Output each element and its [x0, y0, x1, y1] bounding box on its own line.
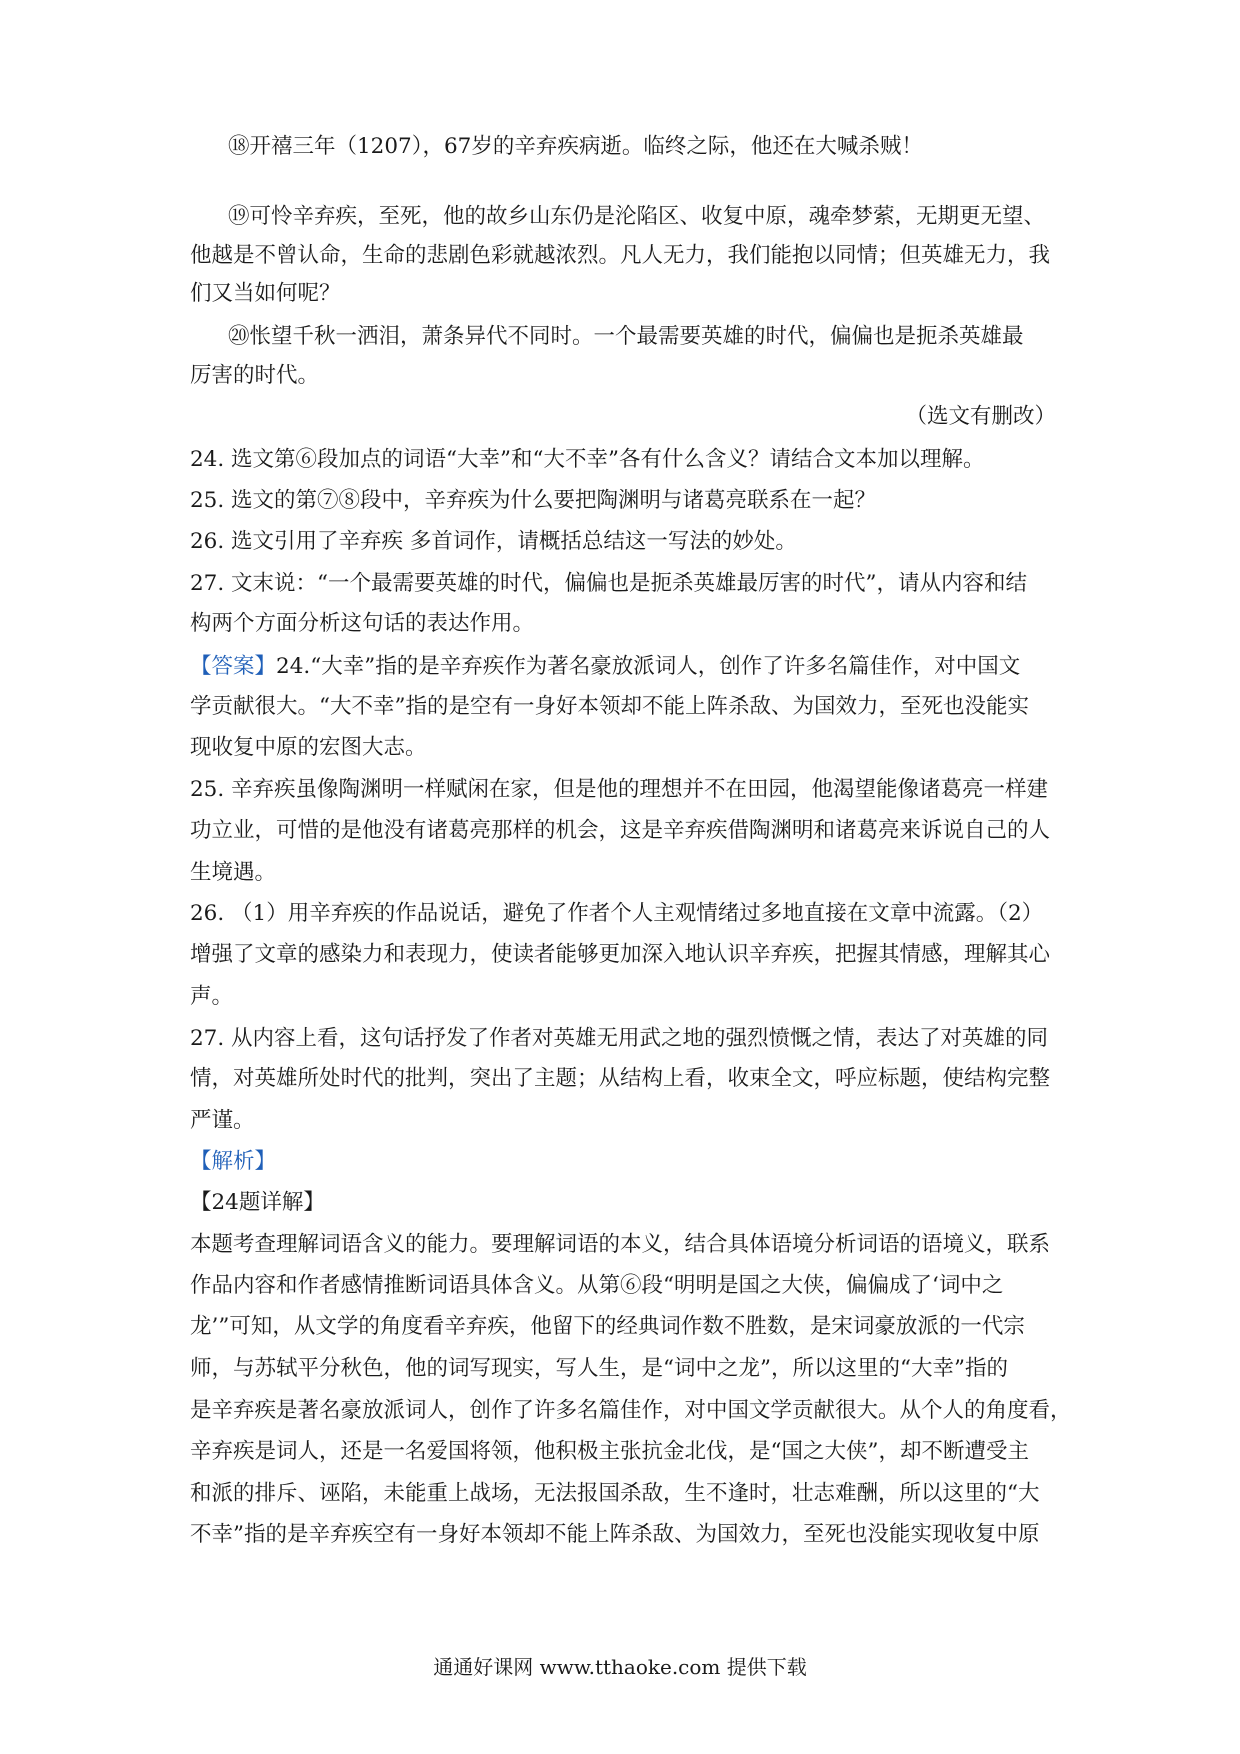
question-line: 25. 选文的第⑦⑧段中，辛弃疾为什么要把陶渊明与诸葛亮联系在一起？: [190, 488, 877, 513]
passage-line: ⑲可怜辛弃疾，至死，他的故乡山东仍是沦陷区、收复中原，魂牵梦萦，无期更无望、: [228, 204, 1046, 229]
passage-line: 厉害的时代。: [190, 363, 320, 388]
answer-line: 生境遇。: [190, 860, 277, 885]
answer-line: 情，对英雄所处时代的批判，突出了主题；从结构上看，收束全文，呼应标题，使结构完整: [190, 1066, 1051, 1091]
page-footer: 通通好课网 www.tthaoke.com 提供下载: [433, 1655, 807, 1679]
answer-line: 功立业，可惜的是他没有诸葛亮那样的机会，这是辛弃疾借陶渊明和诸葛亮来诉说自己的人: [190, 818, 1051, 843]
source-note: （选文有删改）: [905, 404, 1056, 429]
detail-line: 和派的排斥、诬陷，未能重上战场，无法报国杀敌，生不逢时，壮志难酬，所以这里的“大: [190, 1481, 1040, 1506]
passage-line: 们又当如何呢？: [190, 281, 341, 306]
answer-line: 严谨。: [190, 1108, 255, 1133]
question-line: 26. 选文引用了辛弃疾 多首词作，请概括总结这一写法的妙处。: [190, 529, 797, 554]
answer-line: 增强了文章的感染力和表现力，使读者能够更加深入地认识辛弃疾，把握其情感，理解其心: [190, 942, 1051, 967]
answer-line: 声。: [190, 984, 234, 1009]
question-line: 24. 选文第⑥段加点的词语“大幸”和“大不幸”各有什么含义？请结合文本加以理解。: [190, 447, 985, 472]
detail-line: 本题考查理解词语含义的能力。要理解词语的本义，结合具体语境分析词语的语境义，联系: [190, 1232, 1051, 1257]
detail-line: 龙’”可知，从文学的角度看辛弃疾，他留下的经典词作数不胜数，是宋词豪放派的一代宗: [190, 1314, 1025, 1339]
question-line: 构两个方面分析这句话的表达作用。: [190, 611, 535, 636]
passage-line: 他越是不曾认命，生命的悲剧色彩就越浓烈。凡人无力，我们能抱以同情；但英雄无力，我: [190, 243, 1051, 268]
answer-line: [190, 652, 1060, 682]
detail-heading: 【24题详解】: [190, 1190, 325, 1215]
answer-line: 27. 从内容上看，这句话抒发了作者对英雄无用武之地的强烈愤慨之情，表达了对英雄的同: [190, 1026, 1049, 1051]
answer-line: 学贡献很大。“大不幸”指的是空有一身好本领却不能上阵杀敌、为国效力，至死也没能实: [190, 694, 1029, 719]
passage-line: ⑳怅望千秋一洒泪，萧条异代不同时。一个最需要英雄的时代，偏偏也是扼杀英雄最: [228, 324, 1024, 349]
detail-line: 作品内容和作者感情推断词语具体含义。从第⑥段“明明是国之大侠，偏偏成了‘词中之: [190, 1273, 1004, 1298]
passage-line: ⑱开禧三年（1207），67岁的辛弃疾病逝。临终之际，他还在大喊杀贼！: [228, 134, 923, 159]
answer-text: 24.“大幸”指的是辛弃疾作为著名豪放派词人，创作了许多名篇佳作，对中国文: [276, 654, 1021, 679]
answer-line: 25. 辛弃疾虽像陶渊明一样赋闲在家，但是他的理想并不在田园，他渴望能像诸葛亮一样建: [190, 777, 1049, 802]
answer-label: 【答案】: [190, 654, 277, 679]
detail-line: 是辛弃疾是著名豪放派词人，创作了许多名篇佳作，对中国文学贡献很大。从个人的角度看，: [190, 1398, 1072, 1423]
answer-line: 现收复中原的宏图大志。: [190, 735, 427, 760]
detail-line: 师，与苏轼平分秋色，他的词写现实，写人生，是“词中之龙”，所以这里的“大幸”指的: [190, 1356, 1008, 1381]
question-line: 27. 文末说：“一个最需要英雄的时代，偏偏也是扼杀英雄最厉害的时代”，请从内容和结: [190, 571, 1028, 596]
detail-line: 辛弃疾是词人，还是一名爱国将领，他积极主张抗金北伐，是“国之大侠”，却不断遭受主: [190, 1439, 1029, 1464]
detail-line: 不幸”指的是辛弃疾空有一身好本领却不能上阵杀敌、为国效力，至死也没能实现收复中原: [190, 1522, 1040, 1547]
analysis-label: 【解析】: [190, 1149, 277, 1174]
answer-line: 26. （1）用辛弃疾的作品说话，避免了作者个人主观情绪过多地直接在文章中流露。（2）: [190, 901, 1044, 926]
